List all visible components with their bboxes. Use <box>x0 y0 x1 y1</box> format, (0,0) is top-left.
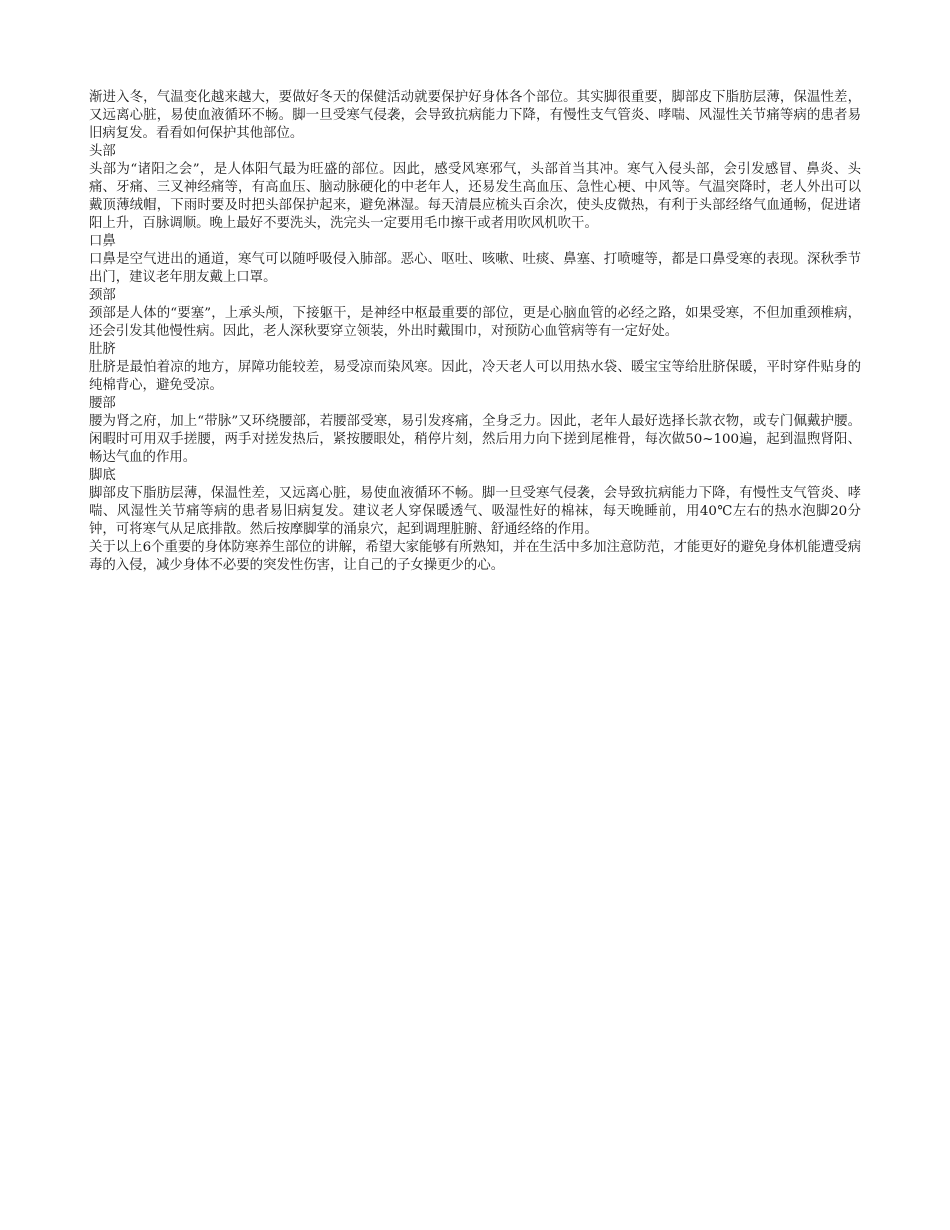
section-heading: 颈部 <box>89 288 116 303</box>
section-body: 腰为肾之府，加上“带脉”又环绕腰部，若腰部受寒，易引发疼痛，全身乏力。因此，老年人最好选择长款衣物，或专门佩戴护腰。闲暇时可用双手搓腰，两手对搓发热后，紧按腰眼处，稍停片刻，然后用力向下搓到尾椎骨，每次做50~100遍，起到温煦肾阳、畅达气血的作用。 <box>89 414 861 465</box>
section-heading: 脚底 <box>89 468 116 483</box>
section-heading: 头部 <box>89 144 116 159</box>
section-body: 肚脐是最怕着凉的地方，屏障功能较差，易受凉而染风寒。因此，冷天老人可以用热水袋、暖宝宝等给肚脐保暖，平时穿件贴身的纯棉背心，避免受凉。 <box>89 360 861 393</box>
section-body: 口鼻是空气进出的通道，寒气可以随呼吸侵入肺部。恶心、呕吐、咳嗽、吐痰、鼻塞、打喷嚏等，都是口鼻受寒的表现。深秋季节出门，建议老年朋友戴上口罩。 <box>89 252 861 285</box>
section-feet <box>89 467 861 539</box>
intro-paragraph: 渐进入冬，气温变化越来越大，要做好冬天的保健活动就要保护好身体各个部位。其实脚很重要，脚部皮下脂肪层薄，保温性差，又远离心脏，易使血液循环不畅。脚一旦受寒气侵袭，会导致抗病能力下降，有慢性支气管炎、哮喘、风湿性关节痛等病的患者易旧病复发。看看如何保护其他部位。 <box>89 90 861 141</box>
section-neck <box>89 287 861 341</box>
section-head <box>89 143 861 233</box>
section-body: 颈部是人体的“要塞”，上承头颅，下接躯干，是神经中枢最重要的部位，更是心脑血管的必经之路，如果受寒，不但加重颈椎病，还会引发其他慢性病。因此，老人深秋要穿立领装，外出时戴围巾，对预防心血管病等有一定好处。 <box>89 306 861 339</box>
section-body: 头部为“诸阳之会”，是人体阳气最为旺盛的部位。因此，感受风寒邪气，头部首当其冲。寒气入侵头部，会引发感冒、鼻炎、头痛、牙痛、三叉神经痛等，有高血压、脑动脉硬化的中老年人，还易发生高血压、急性心梗、中风等。气温突降时，老人外出可以戴顶薄绒帽，下雨时要及时把头部保护起来，避免淋湿。每天清晨应梳头百余次，使头皮微热，有利于头部经络气血通畅，促进诸阳上升，百脉调顺。晚上最好不要洗头，洗完头一定要用毛巾擦干或者用吹风机吹干。 <box>89 162 861 231</box>
section-mouth-nose <box>89 233 861 287</box>
section-body: 脚部皮下脂肪层薄，保温性差，又远离心脏，易使血液循环不畅。脚一旦受寒气侵袭，会导致抗病能力下降，有慢性支气管炎、哮喘、风湿性关节痛等病的患者易旧病复发。建议老人穿保暖透气、吸湿性好的棉袜，每天晚睡前，用40℃左右的热水泡脚20分钟，可将寒气从足底排散。然后按摩脚掌的涌泉穴，起到调理脏腑、舒通经络的作用。 <box>89 486 861 537</box>
section-heading: 口鼻 <box>89 234 116 249</box>
section-heading: 腰部 <box>89 396 116 411</box>
section-navel <box>89 341 861 395</box>
document-body <box>89 89 861 575</box>
closing-paragraph: 关于以上6个重要的身体防寒养生部位的讲解，希望大家能够有所熟知，并在生活中多加注意防范，才能更好的避免身体机能遭受病毒的入侵，减少身体不必要的突发性伤害，让自己的子女操更少的心。 <box>89 540 861 573</box>
section-waist <box>89 395 861 467</box>
section-heading: 肚脐 <box>89 342 116 357</box>
